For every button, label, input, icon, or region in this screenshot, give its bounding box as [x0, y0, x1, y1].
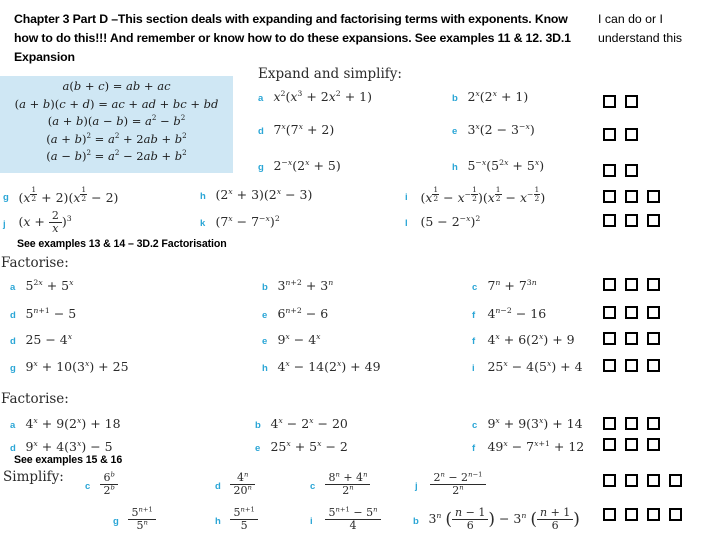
- exercise-item[interactable]: [472, 305, 546, 323]
- item-label: e: [262, 310, 268, 321]
- exercise-item[interactable]: [452, 88, 528, 106]
- expansion-identities-box: [0, 76, 233, 173]
- item-label: i: [310, 516, 313, 528]
- checkbox[interactable]: [603, 190, 616, 203]
- can-do-column-header: I can do or I understand this: [598, 12, 683, 45]
- item-label: l: [405, 218, 408, 229]
- item-label: d: [215, 481, 221, 493]
- checkbox[interactable]: [625, 332, 638, 345]
- identity-line: $(a + b)^2 = a^2 + 2ab + b^2$: [46, 130, 187, 146]
- checkbox[interactable]: [647, 508, 660, 521]
- checkbox[interactable]: [647, 278, 660, 291]
- item-label: d: [258, 126, 264, 137]
- item-label: h: [452, 162, 458, 173]
- item-label: i: [472, 363, 475, 374]
- item-expression: $9^x + 10(3^x) + 25$: [25, 359, 129, 375]
- item-expression: $25^x - 4(5^x) + 4$: [487, 359, 583, 375]
- factorise-prompt-2: Factorise:: [1, 391, 69, 407]
- checkbox[interactable]: [647, 214, 660, 227]
- exercise-item[interactable]: [258, 121, 334, 139]
- item-label: e: [255, 443, 261, 454]
- item-expression: $\frac{5^{n+1} - 5^n}{4}$: [325, 511, 380, 526]
- factorisation-note: See examples 13 & 14 – 3D.2 Factorisation: [17, 238, 227, 250]
- item-expression: (x $^{\frac{1}{2}}$ − $x^{- \frac{1}{2}}$ )(x $^{\frac{1}{2}}$ − $x^{- \frac{1}{2}}$ ): [420, 185, 546, 206]
- checkbox[interactable]: [625, 508, 638, 521]
- item-expression: $49^x - 7^{x+1} + 12$: [487, 439, 585, 455]
- expand-prompt: Expand and simplify:: [258, 66, 402, 82]
- checkbox[interactable]: [625, 417, 638, 430]
- exercise-item[interactable]: [255, 415, 348, 433]
- checkbox[interactable]: [647, 190, 660, 203]
- item-expression: $(5 - 2^{-x})^2$: [420, 214, 481, 230]
- exercise-item[interactable]: [452, 121, 535, 139]
- checkbox[interactable]: [625, 438, 638, 451]
- item-expression: $2^x(2^x + 1)$: [467, 89, 529, 105]
- identity-line: $(a - b)^2 = a^2 - 2ab + b^2$: [46, 148, 187, 164]
- checkbox-row: [603, 359, 660, 372]
- checkbox[interactable]: [603, 474, 616, 487]
- item-label: h: [200, 191, 206, 202]
- exercise-item[interactable]: [258, 88, 372, 106]
- item-expression: $\frac{2^n - 2^{n-1}}{2^n}$: [430, 476, 485, 491]
- checkbox[interactable]: [603, 306, 616, 319]
- item-expression: $9^x + 9(3^x) + 14$: [487, 416, 583, 432]
- checkbox[interactable]: [647, 332, 660, 345]
- simplify-prompt: Simplify:: [3, 469, 64, 485]
- exercise-item[interactable]: [215, 507, 258, 533]
- checkbox-row: [603, 306, 660, 319]
- item-expression: $3^{n+2} + 3^n$: [277, 278, 334, 294]
- checkbox-row: [603, 278, 660, 291]
- checkbox[interactable]: [625, 164, 638, 177]
- item-expression: $4^x + 6(2^x) + 9$: [487, 332, 575, 348]
- item-label: g: [10, 363, 16, 374]
- item-label: g: [3, 191, 9, 203]
- checkbox[interactable]: [603, 332, 616, 345]
- exercise-item[interactable]: [10, 415, 121, 433]
- item-label: c: [472, 420, 478, 431]
- item-expression: $4^x - 14(2^x) + 49$: [277, 359, 381, 375]
- checkbox-row: [603, 95, 638, 108]
- item-expression: $25 - 4^x$: [25, 332, 73, 348]
- checkbox[interactable]: [669, 508, 682, 521]
- item-expression: $9^x - 4^x$: [277, 332, 321, 348]
- checkbox-row: [603, 332, 660, 345]
- item-expression: $x^2(x^3 + 2x^2 + 1)$: [273, 89, 372, 105]
- item-expression: $(2^x + 3)(2^x - 3)$: [215, 187, 313, 203]
- item-label: c: [472, 282, 478, 293]
- item-label: b: [255, 420, 261, 431]
- item-label: d: [10, 310, 16, 321]
- exercise-item[interactable]: [215, 472, 255, 498]
- checkbox[interactable]: [603, 508, 616, 521]
- exercise-item[interactable]: [258, 157, 341, 175]
- page-title: Chapter 3 Part D –This section deals with expanding and factorising terms with exponents. Know how to do this!!! And remember or know how to do these expansions. See examples 11 & 12. 3D.1 Expansion: [14, 12, 571, 64]
- item-label: b: [452, 93, 458, 104]
- item-expression: $\frac{6^b}{2^b}$: [100, 476, 117, 491]
- exercise-item[interactable]: [85, 472, 118, 498]
- item-expression: $\frac{5^{n+1}}{5^n}$: [128, 511, 155, 526]
- item-label: h: [215, 516, 221, 528]
- item-expression: $\frac{8^n + 4^n}{2^n}$: [325, 476, 370, 491]
- checkbox[interactable]: [647, 474, 660, 487]
- checkbox-row: [603, 164, 638, 177]
- item-expression: $(7^x - 7^{-x})^2$: [215, 214, 280, 230]
- item-label: c: [310, 481, 316, 493]
- item-label: j: [415, 481, 418, 493]
- item-label: f: [472, 310, 476, 321]
- item-expression: $4^x - 2^x - 20$: [270, 416, 348, 432]
- checkbox[interactable]: [625, 306, 638, 319]
- exercise-item[interactable]: [472, 415, 583, 433]
- checkbox[interactable]: [625, 190, 638, 203]
- checkbox-row: [603, 190, 660, 203]
- exercise-item[interactable]: [3, 186, 118, 205]
- checkbox[interactable]: [603, 438, 616, 451]
- identity-line: $(a + b)(a - b) = a^2 - b^2$: [47, 113, 186, 129]
- item-label: j: [3, 219, 6, 231]
- identity-line: a(b + c) = ab + ac: [62, 79, 171, 93]
- checkbox-row: [603, 417, 660, 430]
- exercise-item[interactable]: [413, 507, 580, 533]
- item-label: i: [405, 191, 408, 203]
- item-label: f: [472, 443, 476, 454]
- exercise-item[interactable]: [472, 358, 583, 376]
- checkbox[interactable]: [625, 214, 638, 227]
- checkbox[interactable]: [603, 278, 616, 291]
- exercise-item[interactable]: [310, 472, 370, 498]
- exercise-item[interactable]: [3, 210, 72, 236]
- exercise-item[interactable]: [310, 507, 381, 533]
- item-label: a: [10, 282, 16, 293]
- item-expression: $\frac{5^{n+1}}{5}$: [230, 511, 257, 526]
- item-label: f: [472, 336, 476, 347]
- exercise-item[interactable]: [472, 331, 575, 349]
- item-label: b: [262, 282, 268, 293]
- exercise-item[interactable]: [262, 305, 328, 323]
- checkbox-row: [603, 438, 660, 451]
- item-expression: $4^{n-2} - 16$: [487, 306, 547, 322]
- checkbox[interactable]: [625, 359, 638, 372]
- checkbox[interactable]: [603, 164, 616, 177]
- item-expression: (x + $\frac{2}{x}$ )$^3$: [18, 209, 72, 236]
- item-label: g: [258, 162, 264, 173]
- item-expression: $5^{2x} + 5^x$: [25, 278, 74, 294]
- checkbox[interactable]: [647, 417, 660, 430]
- item-label: h: [262, 363, 268, 374]
- exercise-item[interactable]: [10, 358, 129, 376]
- exercise-item[interactable]: [10, 331, 72, 349]
- checkbox[interactable]: [603, 95, 616, 108]
- item-expression: $25^x + 5^x - 2$: [270, 439, 348, 455]
- item-label: a: [10, 420, 16, 431]
- item-expression: $\frac{4^n}{20^n}$: [230, 476, 254, 491]
- checkbox-row: [603, 128, 638, 141]
- item-label: g: [113, 516, 119, 528]
- checkbox[interactable]: [647, 438, 660, 451]
- item-expression: $7^x(7^x + 2)$: [273, 122, 335, 138]
- exercise-item[interactable]: [10, 277, 73, 295]
- item-label: k: [200, 218, 206, 229]
- exercise-item[interactable]: [10, 305, 76, 323]
- exercise-item[interactable]: [255, 438, 348, 456]
- item-label: d: [10, 336, 16, 347]
- checkbox[interactable]: [647, 359, 660, 372]
- checkbox[interactable]: [625, 278, 638, 291]
- checkbox[interactable]: [603, 417, 616, 430]
- checkbox[interactable]: [603, 359, 616, 372]
- item-label: a: [258, 93, 264, 104]
- exercise-item[interactable]: [200, 186, 312, 204]
- item-label: e: [262, 336, 268, 347]
- exercise-item[interactable]: [472, 438, 584, 456]
- item-expression: $2^{-x}(2^x + 5)$: [273, 158, 341, 174]
- item-expression: $4^x + 9(2^x) + 18$: [25, 416, 121, 432]
- simplify-note: See examples 15 & 16: [14, 454, 123, 466]
- item-expression: (x $^{\frac{1}{2}}$ + 2)(x $^{\frac{1}{2}}$ − 2): [18, 185, 119, 206]
- item-expression: 3$^n$ ( $\frac{n - 1}{6}$ ) − $3^n$ ( $\frac{n + 1}{6}$ ): [428, 506, 580, 533]
- item-label: b: [413, 516, 419, 528]
- exercise-item[interactable]: [405, 213, 480, 231]
- checkbox[interactable]: [647, 306, 660, 319]
- exercise-item[interactable]: [262, 277, 333, 295]
- exercise-item[interactable]: [405, 186, 545, 205]
- exercise-item[interactable]: [113, 507, 156, 533]
- checkbox[interactable]: [625, 474, 638, 487]
- checkbox-row: [603, 508, 682, 521]
- checkbox-row: [603, 474, 682, 487]
- exercise-item[interactable]: [415, 472, 486, 498]
- exercise-item[interactable]: [262, 331, 321, 349]
- item-label: e: [452, 126, 458, 137]
- checkbox[interactable]: [669, 474, 682, 487]
- item-expression: $7^n + 7^{3n}$: [487, 278, 537, 294]
- factorise-prompt-1: Factorise:: [1, 255, 69, 271]
- checkbox[interactable]: [625, 128, 638, 141]
- exercise-item[interactable]: [262, 358, 381, 376]
- item-expression: $3^x(2 - 3^{-x})$: [467, 122, 535, 138]
- item-label: d: [10, 443, 16, 454]
- checkbox[interactable]: [603, 214, 616, 227]
- item-expression: $9^x + 4(3^x) - 5$: [25, 439, 113, 455]
- exercise-item[interactable]: [472, 277, 537, 295]
- item-expression: $5^{n+1} - 5$: [25, 306, 77, 322]
- item-expression: $6^{n+2} - 6$: [277, 306, 329, 322]
- item-label: c: [85, 481, 91, 493]
- exercise-item[interactable]: [452, 157, 544, 175]
- checkbox[interactable]: [603, 128, 616, 141]
- item-expression: $5^{-x}(5^{2x} + 5^x)$: [467, 158, 545, 174]
- identity-line: (a + b)(c + d) = ac + ad + bc + bd: [14, 96, 219, 111]
- checkbox-row: [603, 214, 660, 227]
- checkbox[interactable]: [625, 95, 638, 108]
- exercise-item[interactable]: [200, 213, 280, 231]
